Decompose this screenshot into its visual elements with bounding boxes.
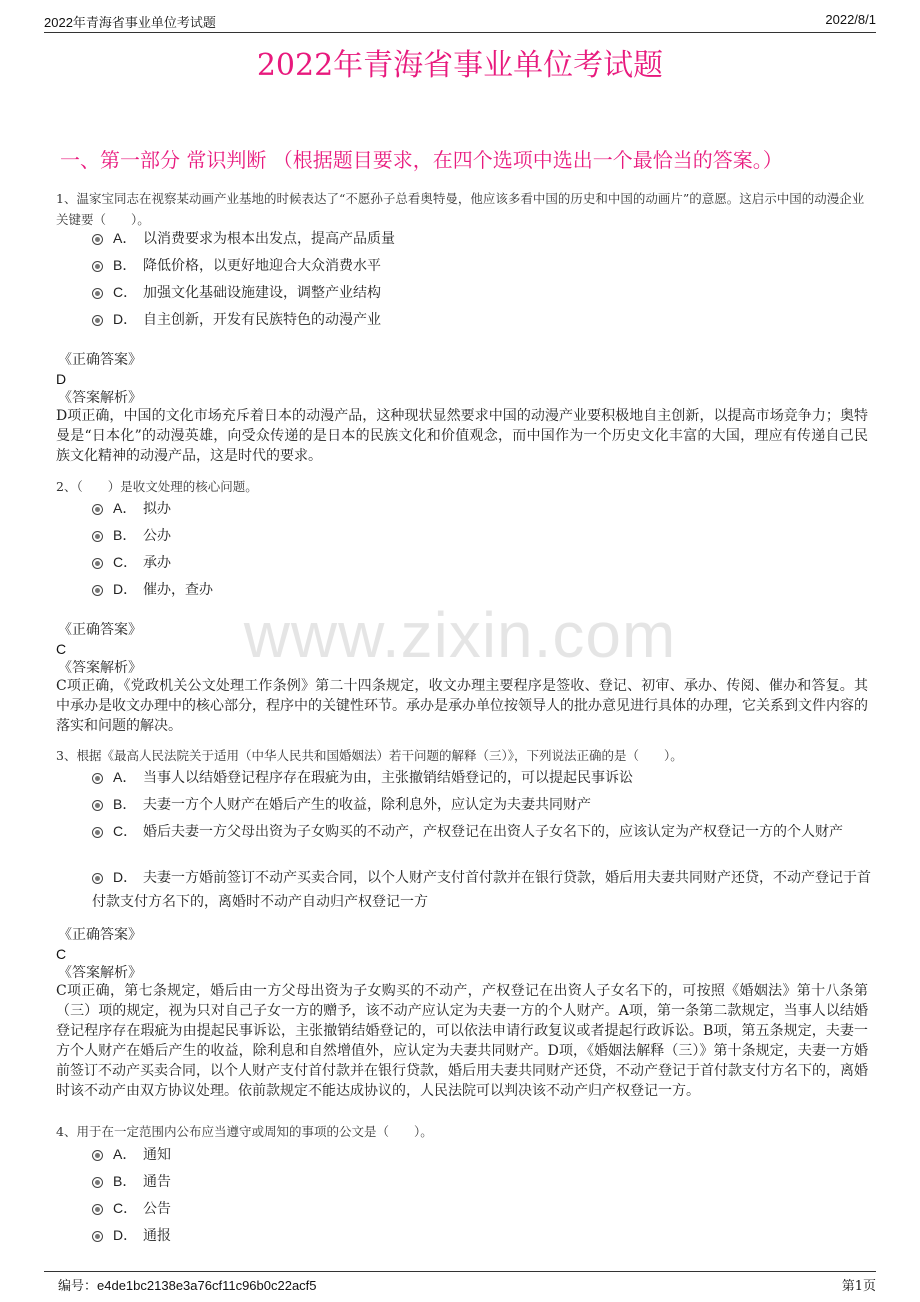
question-2-answer: C: [56, 641, 67, 657]
radio-icon[interactable]: [92, 873, 103, 884]
question-1-option-a[interactable]: A． 以消费要求为根本出发点，提高产品质量: [92, 226, 872, 251]
radio-icon[interactable]: [92, 531, 103, 542]
radio-icon[interactable]: [92, 288, 103, 299]
header-date: 2022/8/1: [825, 12, 876, 27]
radio-icon[interactable]: [92, 558, 103, 569]
question-1-text: 1、温家宝同志在视察某动画产业基地的时候表达了“不愿孙子总看奥特曼，他应该多看中国的历史和中国的动画片”的意愿。这启示中国的动漫企业关键要（ ）。: [56, 191, 865, 227]
radio-icon[interactable]: [92, 1177, 103, 1188]
question-3-option-c[interactable]: C． 婚后夫妻一方父母出资为子女购买的不动产，产权登记在出资人子女名下的，应该认定为产权登记一方的个人财产: [92, 819, 872, 844]
question-4-option-d[interactable]: D． 通报: [92, 1223, 872, 1248]
question-1-option-b[interactable]: B． 降低价格，以更好地迎合大众消费水平: [92, 253, 872, 278]
question-1-option-d[interactable]: D． 自主创新，开发有民族特色的动漫产业: [92, 307, 872, 332]
header-doc-title: 2022年青海省事业单位考试题: [44, 15, 216, 30]
question-4-text: 4、用于在一定范围内公布应当遵守或周知的事项的公文是（ ）。: [56, 1124, 433, 1139]
answer-label: 《正确答案》: [58, 352, 142, 368]
question-3-text: 3、根据《最高人民法院关于适用（中华人民共和国婚姻法）若干问题的解释（三）》，下列说法正确的是（ ）。: [56, 748, 683, 763]
radio-icon[interactable]: [92, 1204, 103, 1215]
radio-icon[interactable]: [92, 773, 103, 784]
question-4-option-b[interactable]: B． 通告: [92, 1169, 872, 1194]
question-2-text: 2、（ ）是收文处理的核心问题。: [56, 479, 258, 494]
question-3-answer: C: [56, 946, 67, 962]
footer-page-number: 第1页: [841, 1279, 876, 1294]
explanation-label: 《答案解析》: [58, 660, 142, 676]
radio-icon[interactable]: [92, 315, 103, 326]
section-heading: 一、第一部分 常识判断 （根据题目要求，在四个选项中选出一个最恰当的答案。）: [60, 148, 783, 172]
question-3-option-b[interactable]: B． 夫妻一方个人财产在婚后产生的收益，除利息外，应认定为夫妻共同财产: [92, 792, 872, 817]
question-1-answer: D: [56, 371, 67, 387]
question-4-option-c[interactable]: C． 公告: [92, 1196, 872, 1221]
radio-icon[interactable]: [92, 827, 103, 838]
question-4-option-a[interactable]: A． 通知: [92, 1142, 872, 1167]
radio-icon[interactable]: [92, 1150, 103, 1161]
radio-icon[interactable]: [92, 800, 103, 811]
question-3-option-d[interactable]: D． 夫妻一方婚前签订不动产买卖合同，以个人财产支付首付款并在银行贷款，婚后用夫妻共同财产还贷，不动产登记于首付款支付方名下的，离婚时不动产自动归产权登记一方: [92, 869, 871, 910]
radio-icon[interactable]: [92, 504, 103, 515]
question-1-explanation: D项正确，中国的文化市场充斥着日本的动漫产品，这种现状显然要求中国的动漫产业要积极地自主创新，以提高市场竞争力；奥特曼是“日本化”的动漫英雄，向受众传递的是日本的民族文化和价值观念，而中国作为一个历史文化丰富的大国，理应有传递自己民族文化精神的动漫产品，这是时代的要求。: [56, 408, 868, 464]
question-2-option-b[interactable]: B． 公办: [92, 523, 872, 548]
radio-icon[interactable]: [92, 585, 103, 596]
explanation-label: 《答案解析》: [58, 390, 142, 406]
question-3-option-a[interactable]: A． 当事人以结婚登记程序存在瑕疵为由，主张撤销结婚登记的，可以提起民事诉讼: [92, 765, 872, 790]
page-header: [44, 10, 876, 33]
radio-icon[interactable]: [92, 234, 103, 245]
question-1-option-c[interactable]: C． 加强文化基础设施建设，调整产业结构: [92, 280, 872, 305]
answer-label: 《正确答案》: [58, 927, 142, 943]
radio-icon[interactable]: [92, 261, 103, 272]
document-title: 2022年青海省事业单位考试题: [256, 48, 664, 83]
question-3-explanation: C项正确，第七条规定，婚后由一方父母出资为子女购买的不动产，产权登记在出资人子女名下的，可按照《婚姻法》第十八条第（三）项的规定，视为只对自己子女一方的赠予，该不动产应认定为夫妻一方的个人财产。A项，第一条第二款规定，当事人以结婚登记程序存在瑕疵为由提起民事诉讼，主张撤销结婚登记的，可以依法申请行政复议或者提起行政诉讼。B项，第五条规定，夫妻一方个人财产在婚后产生的收益，除利息和自然增值外，应认定为夫妻共同财产。D项，《婚姻法解释（三）》第十条规定，夫妻一方婚前签订不动产买卖合同，以个人财产支付首付款并在银行贷款，婚后用夫妻共同财产还贷，不动产登记于首付款支付方名下的，离婚时该不动产由双方协议处理。依前款规定不能达成协议的，人民法院可以判决该不动产归产权登记一方。: [56, 983, 868, 1099]
footer-doc-code: 编号：e4de1bc2138e3a76cf11c96b0c22acf5: [58, 1278, 317, 1294]
answer-label: 《正确答案》: [58, 622, 142, 638]
page-footer: [44, 1271, 876, 1294]
radio-icon[interactable]: [92, 1231, 103, 1242]
question-2-option-a[interactable]: A． 拟办: [92, 496, 872, 521]
question-2-explanation: C项正确，《党政机关公文处理工作条例》第二十四条规定，收文办理主要程序是签收、登记、初审、承办、传阅、催办和答复。其中承办是收文办理中的核心部分，程序中的关键性环节。承办是承办单位按领导人的批办意见进行具体的办理，它关系到文件内容的落实和问题的解决。: [56, 678, 868, 734]
explanation-label: 《答案解析》: [58, 965, 142, 981]
watermark: www.zixin.com: [243, 599, 677, 671]
question-2-option-c[interactable]: C． 承办: [92, 550, 872, 575]
question-2-option-d[interactable]: D． 催办，查办: [92, 577, 872, 602]
